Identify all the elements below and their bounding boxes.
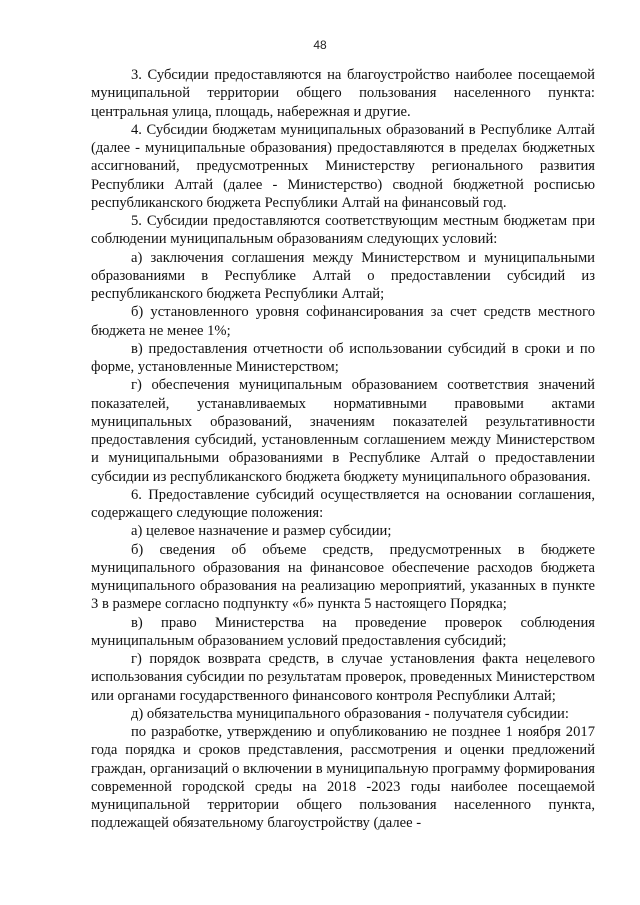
- paragraph-item-5g: г) обеспечения муниципальным образованием соответствия значений показателей, устанавливаемых нормативными правовыми актами муниципальных образований, значениям показателей результативности предоставления субсидий, установленным соглашением между Министерством и муниципальными образованиями в Республике Алтай о предоставлении субсидии из республиканского бюджета бюджету муниципального образования.: [91, 377, 595, 485]
- paragraph-item-6v: в) право Министерства на проведение проверок соблюдения муниципальным образованием условий предоставления субсидий;: [91, 614, 595, 649]
- paragraph-item-5v: в) предоставления отчетности об использовании субсидий в сроки и по форме, установленные Министерством;: [91, 340, 595, 375]
- paragraph-item-4: 4. Субсидии бюджетам муниципальных образований в Республике Алтай (далее - муниципальные образования) предоставляются в пределах бюджетных ассигнований, предусмотренных Министерству регионального развития Республики Алтай (далее - Министерство) сводной бюджетной росписью республиканского бюджета Республики Алтай на финансовый год.: [91, 121, 595, 211]
- paragraph-item-6g: г) порядок возврата средств, в случае установления факта нецелевого использования субсидии по результатам проверок, проведенных Министерством или органами государственного финансового контроля Республики Алтай;: [91, 651, 595, 704]
- paragraph-item-5b: б) установленного уровня софинансирования за счет средств местного бюджета не менее 1%;: [91, 304, 595, 339]
- paragraph-item-5: 5. Субсидии предоставляются соответствующим местным бюджетам при соблюдении муниципальным образованиям следующих условий:: [91, 213, 595, 248]
- page-number: 48: [313, 38, 327, 52]
- paragraph-item-6d-sub: по разработке, утверждению и опубликованию не позднее 1 ноября 2017 года порядка и сроков представления, рассмотрения и оценки предложений граждан, организаций о включении в муниципальную программу формирования современной городской среды на 2018 -2023 годы наиболее посещаемой муниципальной территории общего пользования населенного пункта, подлежащей обязательному благоустройству (далее -: [91, 724, 595, 832]
- paragraph-item-3: 3. Субсидии предоставляются на благоустройство наиболее посещаемой муниципальной территории общего пользования населенного пункта: центральная улица, площадь, набережная и другие.: [91, 67, 595, 120]
- paragraph-item-6b: б) сведения об объеме средств, предусмотренных в бюджете муниципального образования на финансовое обеспечение расходов бюджета муниципального образования на реализацию мероприятий, указанных в пункте 3 в размере согласно подпункту «б» пункта 5 настоящего Порядка;: [91, 541, 595, 613]
- paragraph-item-5a: а) заключения соглашения между Министерством и муниципальными образованиями в Республике Алтай о предоставлении субсидий из республиканского бюджета Республики Алтай;: [91, 249, 595, 302]
- paragraph-item-6d: д) обязательства муниципального образования - получателя субсидии:: [131, 705, 569, 722]
- paragraph-item-6a: а) целевое назначение и размер субсидии;: [131, 523, 392, 540]
- document-body: [91, 66, 595, 833]
- paragraph-item-6: 6. Предоставление субсидий осуществляется на основании соглашения, содержащего следующие положения:: [91, 486, 595, 521]
